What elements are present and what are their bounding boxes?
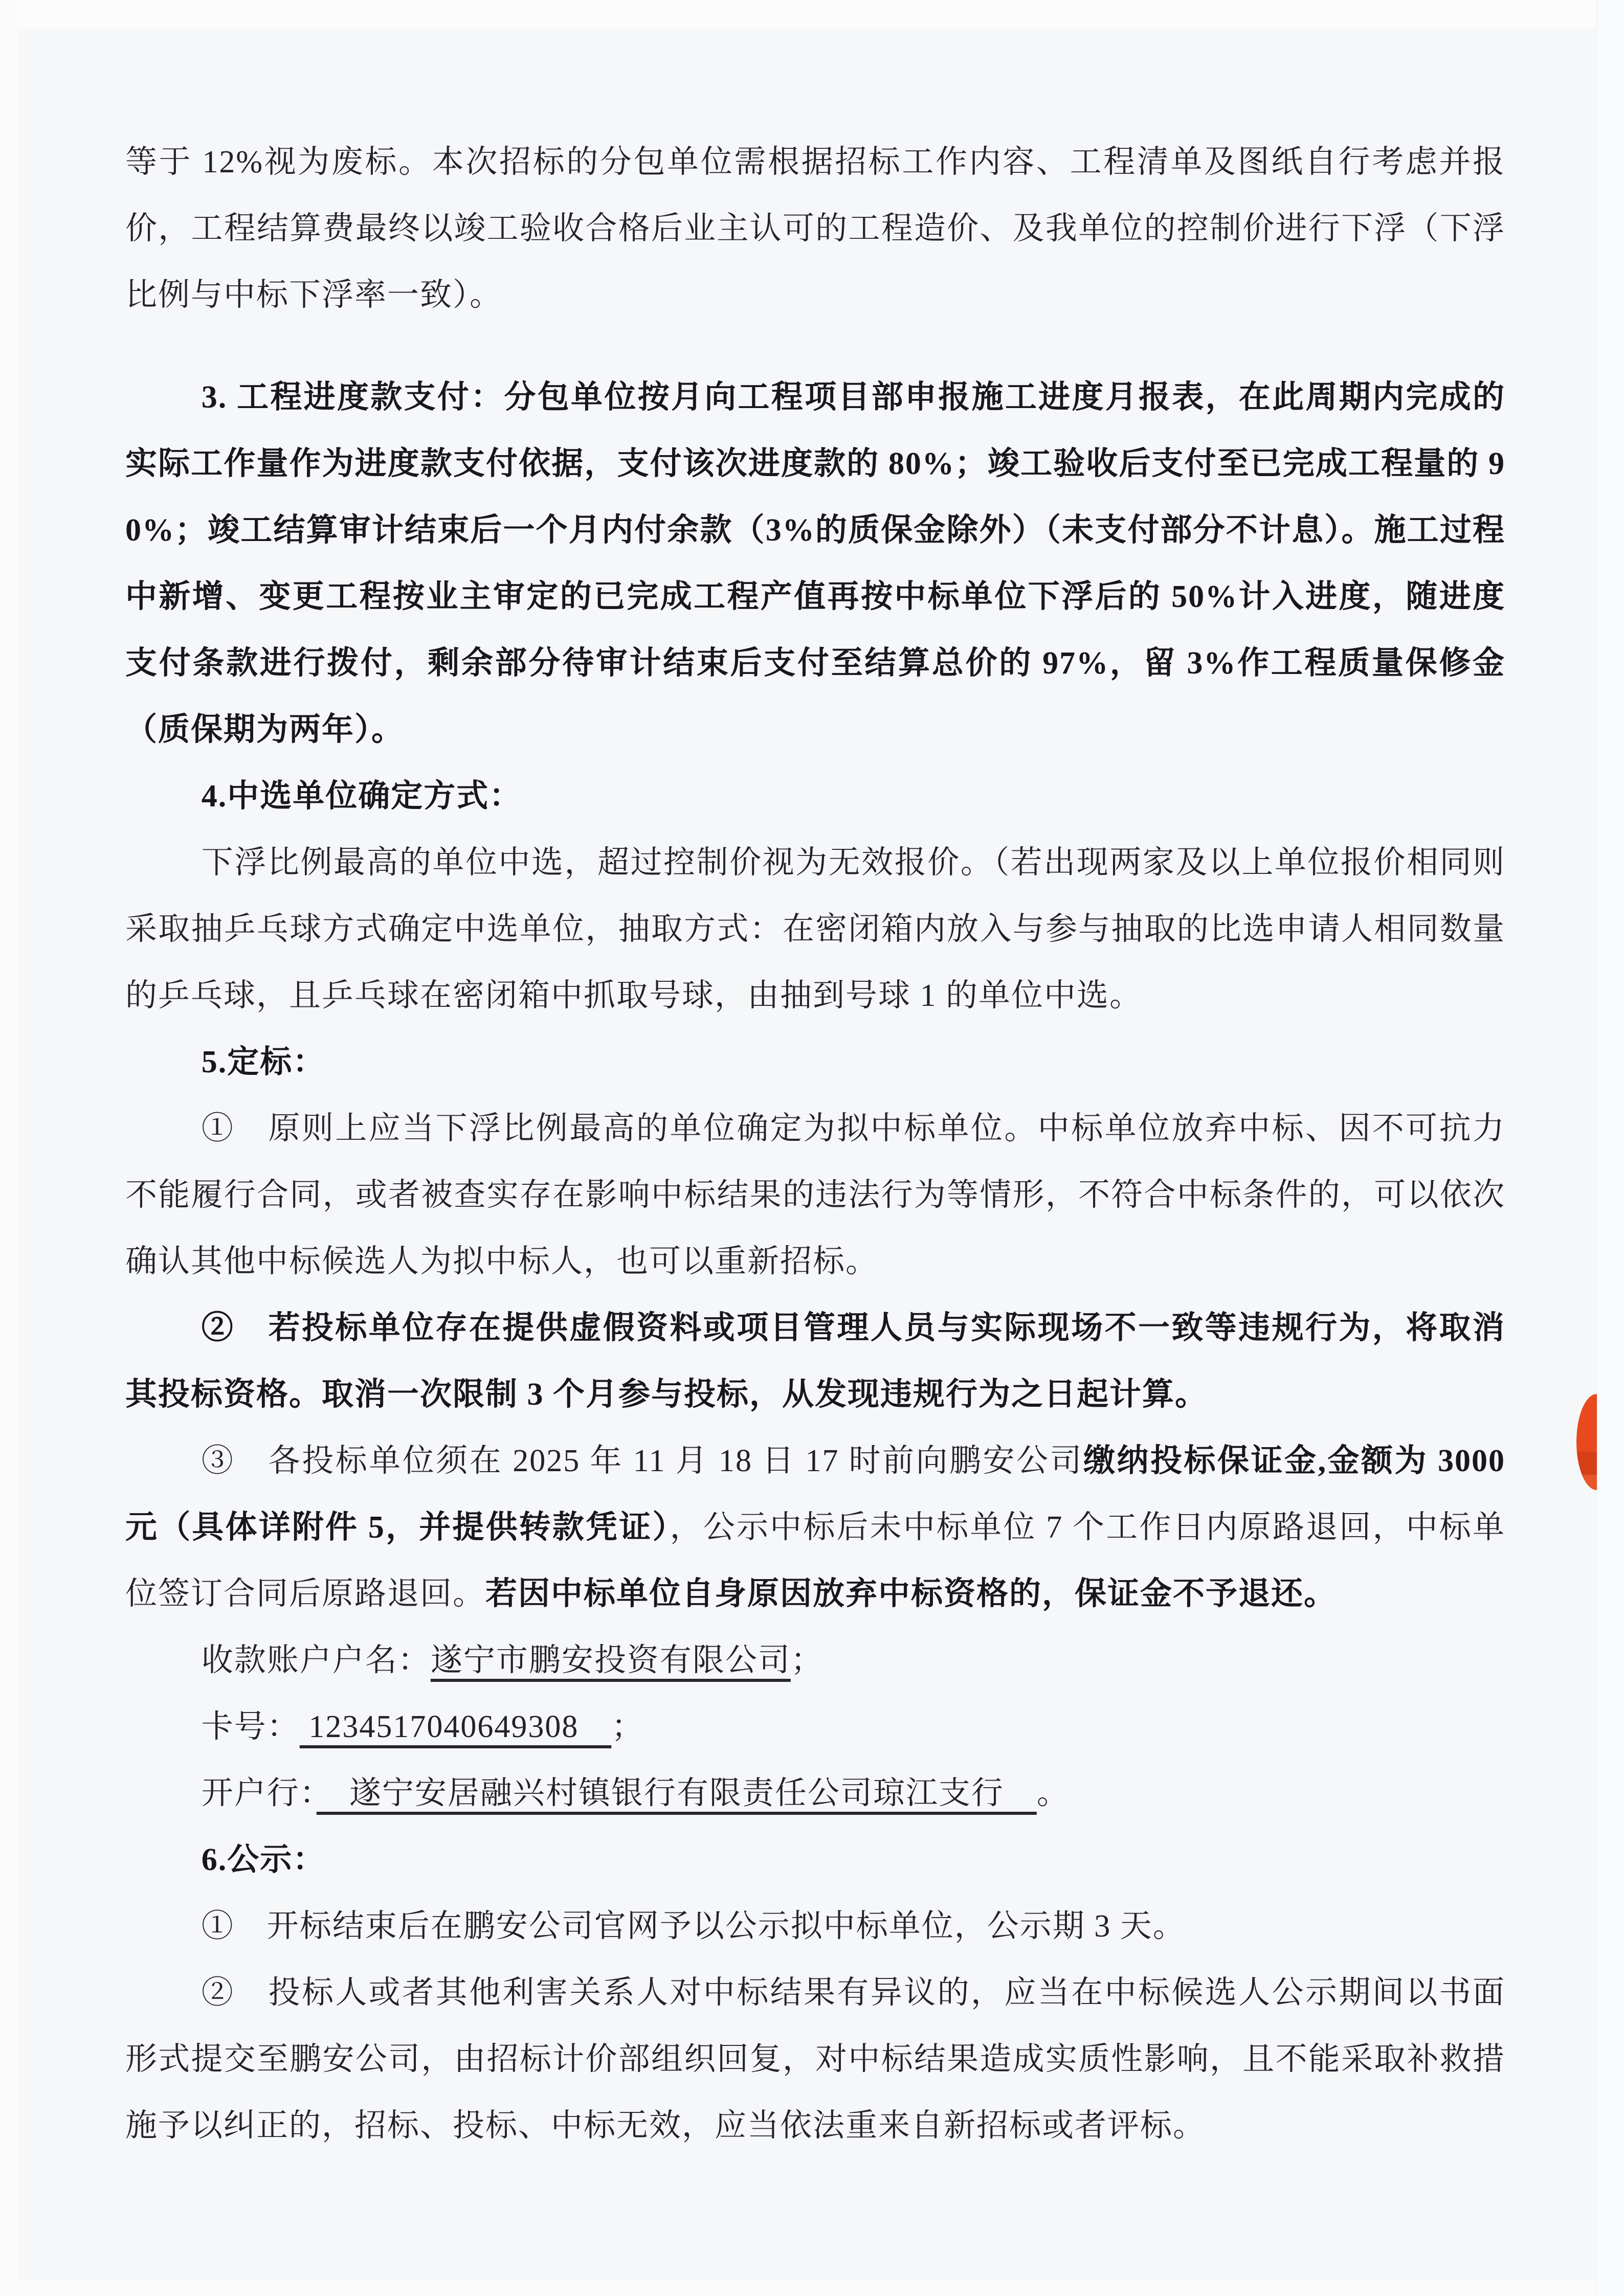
heading-6-publicity [125,1827,1505,1893]
line-payee-name [125,1627,1505,1694]
text-run: 5.定标： [201,1045,326,1079]
text-run: ； [611,1709,644,1744]
para-3-progress-payment [125,364,1505,763]
para-5-item-2 [125,1295,1505,1428]
text-run: 6.公示： [201,1842,326,1877]
para-6-item-2 [125,1960,1505,2159]
text-run: ③ 各投标单位须在 2025 年 11 月 18 日 17 时前向鹏安公司 [201,1444,1083,1478]
text-run: 。 [1036,1776,1070,1811]
text-run: 开户行： [201,1776,317,1811]
text-run: ① 原则上应当下浮比例最高的单位确定为拟中标单位。中标单位放弃中标、因不可抗力不能履行合同，或者被查实存在影响中标结果的违法行为等情形，不符合中标条件的，可以依次确认其他中标候选人为拟中标人，也可以重新招标。 [125,1111,1505,1279]
text-run: ② 若投标单位存在提供虚假资料或项目管理人员与实际现场不一致等违规行为，将取消其投标资格。取消一次限制 3 个月参与投标，从发现违规行为之日起计算。 [125,1311,1505,1412]
text-run: 卡号： [201,1709,300,1744]
text-run: 收款账户户名： [201,1643,431,1678]
text-run: 4.中选单位确定方式： [201,779,522,814]
text-run: ； [790,1643,824,1678]
para-6-item-1 [125,1893,1505,1960]
line-bank [125,1760,1505,1827]
para-5-item-3 [125,1428,1505,1627]
text-run: 缴纳投标保证金,金额为 3000 元（具体详附件 5，并提供转款凭证） [125,1444,1505,1545]
text-run: ② 投标人或者其他利害关系人对中标结果有异议的，应当在中标候选人公示期间以书面形式提交至鹏安公司，由招标计价部组织回复，对中标结果造成实质性影响，且不能采取补救措施予以纠正的，招标、投标、中标无效，应当依法重来自新招标或者评标。 [125,1975,1505,2143]
text-run: ① 开标结束后在鹏安公司官网予以公示拟中标单位，公示期 3 天。 [201,1909,1186,1944]
text-run: ，公示中标后未中标单位 7 个工作日内原路退回，中标单位签订合同后原路退回。 [125,1510,1505,1611]
text-run: 等于 12%视为废标。本次招标的分包单位需根据招标工作内容、工程清单及图纸自行考虑并报价，工程结算费最终以竣工验收合格后业主认可的工程造价、及我单位的控制价进行下浮（下浮比例与中标下浮率一致）。 [125,145,1505,312]
para-intro [125,129,1505,328]
underlined-value: 遂宁市鹏安投资有限公司 [430,1643,791,1678]
text-run: 下浮比例最高的单位中选，超过控制价视为无效报价。（若出现两家及以上单位报价相同则采取抽乒乓球方式确定中选单位，抽取方式：在密闭箱内放入与参与抽取的比选申请人相同数量的乒乓球，且乒乓球在密闭箱中抓取号球，由抽到号球 1 的单位中选。 [125,845,1505,1013]
heading-5-award [125,1029,1505,1095]
para-5-item-1 [125,1095,1505,1295]
para-4-selection [125,829,1505,1029]
heading-4-selection-method [125,763,1505,829]
scan-edge-bottom [0,2281,1624,2296]
underlined-value: 1234517040649308 [299,1709,612,1744]
line-card-number [125,1694,1505,1760]
underlined-value: 遂宁安居融兴村镇银行有限责任公司琼江支行 [316,1776,1037,1811]
text-run: 若因中标单位自身原因放弃中标资格的，保证金不予退还。 [485,1577,1337,1611]
text-run: 3. 工程进度款支付：分包单位按月向工程项目部申报施工进度月报表，在此周期内完成的实际工作量作为进度款支付依据，支付该次进度款的 80%；竣工验收后支付至已完成工程量的 90%；竣工结算审计结束后一个月内付余款（3%的质保金除外）（未支付部分不计息）。施工过程中新增、变更工程按业主审定的已完成工程产值再按中标单位下浮后的 50%计入进度，随进度支付条款进行拨付，剩余部分待审计结束后支付至结算总价的 97%，留 3%作工程质量保修金（质保期为两年）。 [125,380,1505,747]
